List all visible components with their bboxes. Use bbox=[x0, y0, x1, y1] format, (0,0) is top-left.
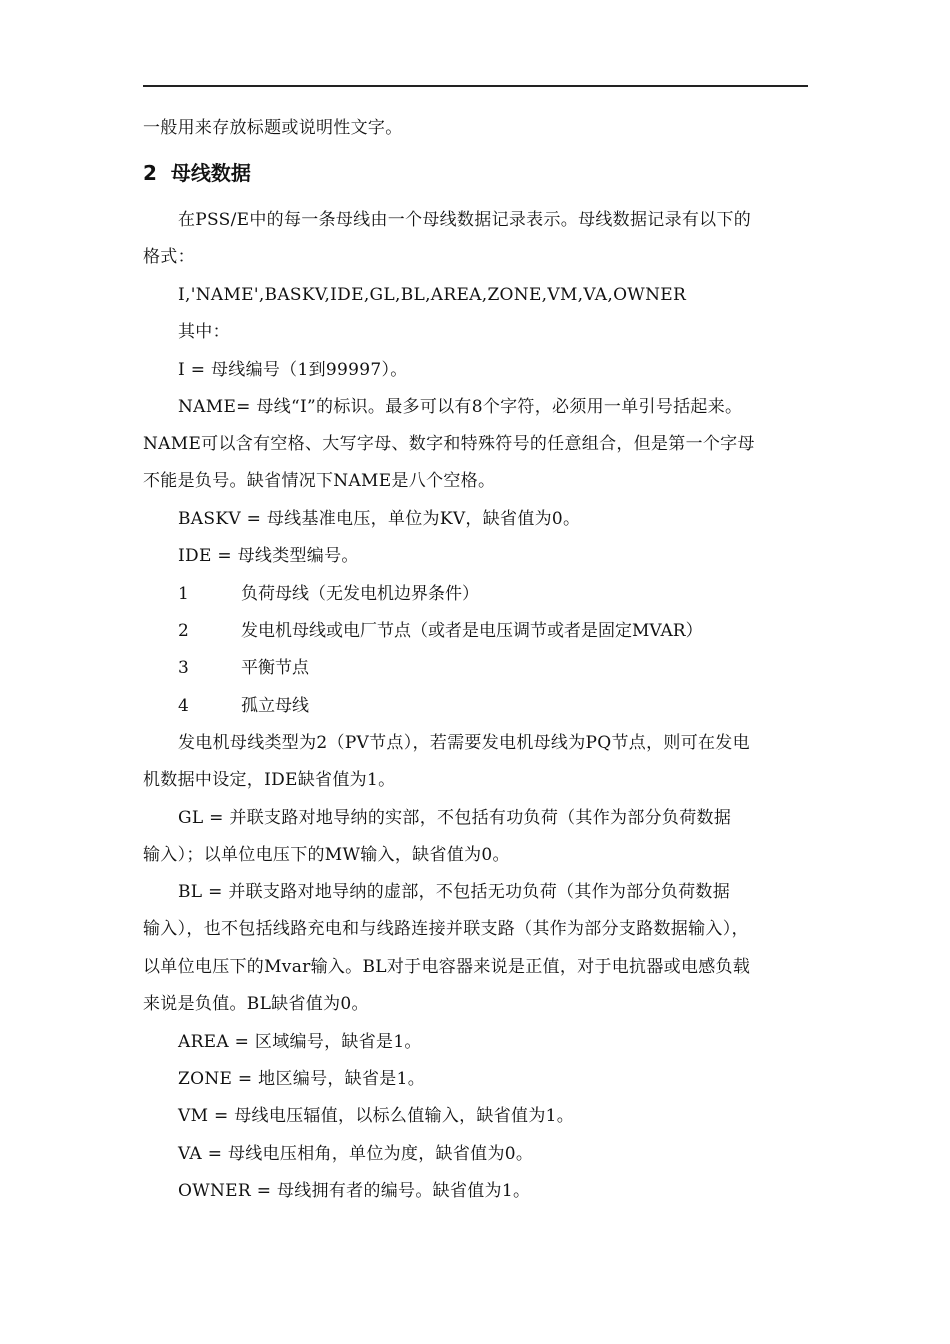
ide-type-desc: 孤立母线 bbox=[241, 696, 309, 716]
def-gl-line-2: 输入）；以单位电压下的MW输入，缺省值为0。 bbox=[143, 845, 510, 865]
def-gl-line-1: GL = 并联支路对地导纳的实部，不包括有功负荷（其作为部分负荷数据 bbox=[178, 808, 732, 828]
ide-type-desc: 平衡节点 bbox=[241, 658, 309, 678]
section-title: 母线数据 bbox=[170, 161, 251, 185]
def-owner: OWNER = 母线拥有者的编号。缺省值为1。 bbox=[178, 1181, 531, 1201]
ide-type-code: 3 bbox=[178, 658, 189, 678]
def-va: VA = 母线电压相角，单位为度，缺省值为0。 bbox=[178, 1144, 534, 1164]
ide-type-code: 4 bbox=[178, 696, 189, 716]
def-area: AREA = 区域编号，缺省是1。 bbox=[178, 1032, 422, 1052]
def-name-line-2: NAME可以含有空格、大写字母、数字和特殊符号的任意组合，但是第一个字母 bbox=[143, 434, 755, 454]
def-name-line-3: 不能是负号。缺省情况下NAME是八个空格。 bbox=[143, 471, 496, 491]
para1-line-2: 格式： bbox=[143, 247, 195, 267]
def-baskv: BASKV = 母线基准电压，单位为KV，缺省值为0。 bbox=[178, 509, 581, 529]
where-label: 其中： bbox=[178, 322, 230, 342]
def-zone: ZONE = 地区编号，缺省是1。 bbox=[178, 1069, 426, 1089]
def-bl-line-2: 输入），也不包括线路充电和与线路连接并联支路（其作为部分支路数据输入）， bbox=[143, 919, 749, 939]
def-bl-line-4: 来说是负值。BL缺省值为0。 bbox=[143, 994, 369, 1014]
def-name-line-1: NAME= 母线“I”的标识。最多可以有8个字符，必须用一单引号括起来。 bbox=[178, 397, 743, 417]
section-heading bbox=[143, 161, 251, 185]
intro-tail-text: 一般用来存放标题或说明性文字。 bbox=[143, 118, 403, 138]
para1-line-1: 在PSS/E中的每一条母线由一个母线数据记录表示。母线数据记录有以下的 bbox=[178, 210, 752, 230]
header-rule bbox=[143, 85, 808, 87]
ide-type-desc: 负荷母线（无发电机边界条件） bbox=[241, 584, 479, 604]
ide-type-desc: 发电机母线或电厂节点（或者是电压调节或者是固定MVAR） bbox=[241, 621, 703, 641]
format-line: I,'NAME',BASKV,IDE,GL,BL,AREA,ZONE,VM,VA,OWNER bbox=[178, 285, 687, 305]
ide-type-code: 1 bbox=[178, 584, 189, 604]
ide-type-code: 2 bbox=[178, 621, 189, 641]
def-bl-line-3: 以单位电压下的Mvar输入。BL对于电容器来说是正值，对于电抗器或电感负载 bbox=[143, 957, 751, 977]
def-ide: IDE = 母线类型编号。 bbox=[178, 546, 359, 566]
ide-note-line-1: 发电机母线类型为2（PV节点），若需要发电机母线为PQ节点，则可在发电 bbox=[178, 733, 750, 753]
def-vm: VM = 母线电压辐值，以标么值输入，缺省值为1。 bbox=[178, 1106, 575, 1126]
section-number: 2 bbox=[143, 161, 157, 185]
ide-note-line-2: 机数据中设定，IDE缺省值为1。 bbox=[143, 770, 396, 790]
def-bl-line-1: BL = 并联支路对地导纳的虚部，不包括无功负荷（其作为部分负荷数据 bbox=[178, 882, 731, 902]
def-i: I = 母线编号（1到99997）。 bbox=[178, 360, 408, 380]
